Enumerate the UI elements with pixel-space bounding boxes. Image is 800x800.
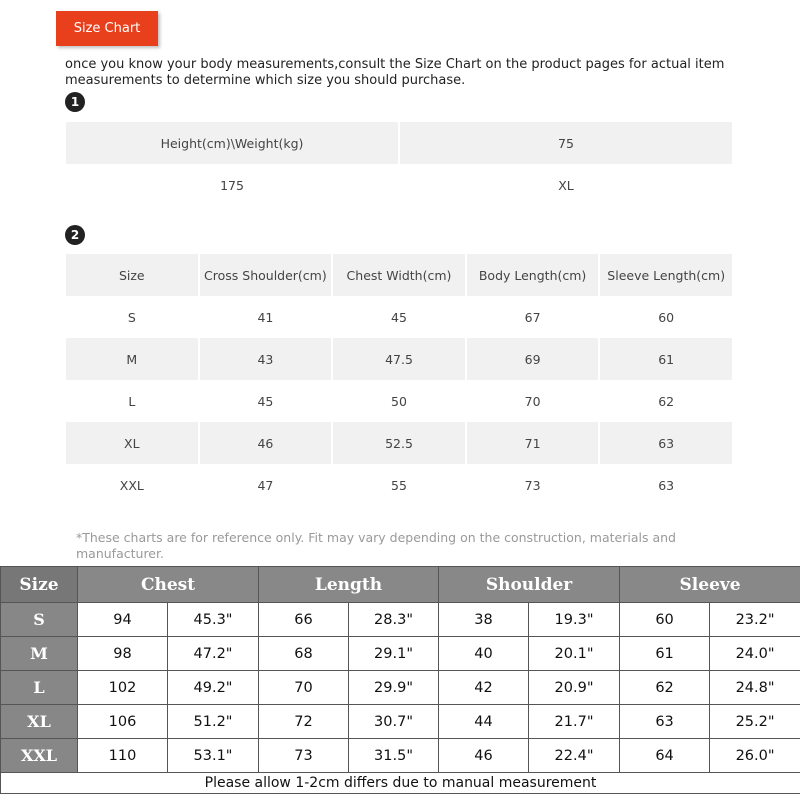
table-cell: 19.3" xyxy=(529,603,620,637)
table-cell: 110 xyxy=(78,739,168,773)
table-cell: 44 xyxy=(439,705,529,739)
size-label: L xyxy=(1,671,78,705)
reference-note: *These charts are for reference only. Fit may vary depending on the construction, materials and manufacturer. xyxy=(76,530,676,561)
intro-text: once you know your body measurements,consult the Size Chart on the product pages for actual item measurements to determine which size you should purchase. xyxy=(65,57,725,88)
table-cell: M xyxy=(66,338,198,380)
table-row xyxy=(1,603,800,637)
table-cell: 47.5 xyxy=(333,338,465,380)
table-cell: 24.8" xyxy=(710,671,800,705)
table-cell: 47 xyxy=(257,477,274,493)
table-cell: 70 xyxy=(524,393,541,409)
table-cell: 69 xyxy=(467,338,599,380)
table-cell: 53.1" xyxy=(168,739,259,773)
size-measurement-table xyxy=(64,254,734,506)
table-cell: 55 xyxy=(391,477,407,493)
table-cell: 73 xyxy=(524,477,541,493)
table-cell: 45 xyxy=(257,393,274,409)
table-cell: 26.0" xyxy=(710,739,800,773)
table-cell: 106 xyxy=(78,705,168,739)
table-cell: 61 xyxy=(620,637,710,671)
size-label: M xyxy=(1,637,78,671)
table-cell: L xyxy=(128,393,136,409)
table-cell: 50 xyxy=(391,393,407,409)
table-cell: S xyxy=(127,309,136,325)
table-cell: XXL xyxy=(119,477,144,493)
table-cell: 67 xyxy=(524,309,541,325)
table-header-row xyxy=(66,254,732,296)
step-2-badge: 2 xyxy=(65,225,85,245)
table-row xyxy=(1,637,800,671)
column-header: Body Length(cm) xyxy=(467,254,599,296)
table-cell: 45 xyxy=(391,309,407,325)
table-cell: 62 xyxy=(658,393,675,409)
table-row xyxy=(66,422,732,464)
table-cell: 40 xyxy=(439,637,529,671)
table-cell: 45.3" xyxy=(168,603,259,637)
table-cell: 30.7" xyxy=(349,705,439,739)
table-cell: 29.1" xyxy=(349,637,439,671)
column-header: Size xyxy=(66,254,198,296)
footer-row xyxy=(1,773,800,794)
table-cell: 175 xyxy=(220,177,244,193)
table-cell: 21.7" xyxy=(529,705,620,739)
table-cell: 60 xyxy=(620,603,710,637)
table-cell: 49.2" xyxy=(168,671,259,705)
column-header: Chest xyxy=(78,567,259,603)
table-cell: 43 xyxy=(200,338,332,380)
height-weight-table xyxy=(64,122,734,206)
table-cell: 63 xyxy=(600,422,732,464)
table-cell: 73 xyxy=(259,739,349,773)
table-cell: 94 xyxy=(78,603,168,637)
column-header: Shoulder xyxy=(439,567,620,603)
table-cell: 52.5 xyxy=(333,422,465,464)
table-cell: 42 xyxy=(439,671,529,705)
table-cell: 23.2" xyxy=(710,603,800,637)
table-cell: 72 xyxy=(259,705,349,739)
table-cell: 47.2" xyxy=(168,637,259,671)
table-cell: 20.9" xyxy=(529,671,620,705)
table-cell: 31.5" xyxy=(349,739,439,773)
table-row xyxy=(66,296,732,338)
size-label: XL xyxy=(1,705,78,739)
table-cell: XL xyxy=(66,422,198,464)
table-cell: 60 xyxy=(658,309,675,325)
table-cell: 98 xyxy=(78,637,168,671)
table-cell: 28.3" xyxy=(349,603,439,637)
table-cell: 68 xyxy=(259,637,349,671)
table-row xyxy=(1,739,800,773)
column-header: Sleeve xyxy=(620,567,800,603)
table-cell: 22.4" xyxy=(529,739,620,773)
table-cell: 66 xyxy=(259,603,349,637)
table-cell: 24.0" xyxy=(710,637,800,671)
table-cell: 20.1" xyxy=(529,637,620,671)
table-cell: 51.2" xyxy=(168,705,259,739)
table-cell: 25.2" xyxy=(710,705,800,739)
table-cell: 63 xyxy=(658,477,675,493)
table-row xyxy=(66,338,732,380)
table-cell: 62 xyxy=(620,671,710,705)
table-row xyxy=(66,164,732,206)
table-cell: 102 xyxy=(78,671,168,705)
table-row xyxy=(66,122,732,164)
table-cell: 46 xyxy=(439,739,529,773)
table-cell: 41 xyxy=(257,309,274,325)
column-header: Chest Width(cm) xyxy=(333,254,465,296)
table-cell: 64 xyxy=(620,739,710,773)
table-cell: 29.9" xyxy=(349,671,439,705)
table-cell: 70 xyxy=(259,671,349,705)
size-chart-tab[interactable]: Size Chart xyxy=(56,11,158,46)
column-header: Cross Shoulder(cm) xyxy=(200,254,332,296)
table-cell: 38 xyxy=(439,603,529,637)
table-row xyxy=(1,705,800,739)
table-row xyxy=(1,671,800,705)
table-cell: 63 xyxy=(620,705,710,739)
column-header: Size xyxy=(1,567,78,603)
table-cell: 46 xyxy=(200,422,332,464)
table-row xyxy=(66,380,732,422)
size-label: S xyxy=(1,603,78,637)
column-header: Sleeve Length(cm) xyxy=(600,254,732,296)
size-conversion-table xyxy=(0,566,800,794)
table-cell: 75 xyxy=(400,122,732,164)
table-cell: XL xyxy=(558,177,574,193)
table-cell: 61 xyxy=(600,338,732,380)
table-row xyxy=(66,464,732,506)
measurement-note: Please allow 1-2cm differs due to manual measurement xyxy=(1,773,800,794)
column-header: Length xyxy=(259,567,439,603)
table-cell: 71 xyxy=(467,422,599,464)
size-label: XXL xyxy=(1,739,78,773)
table-cell: Height(cm)\Weight(kg) xyxy=(66,122,398,164)
step-1-badge: 1 xyxy=(65,92,85,112)
